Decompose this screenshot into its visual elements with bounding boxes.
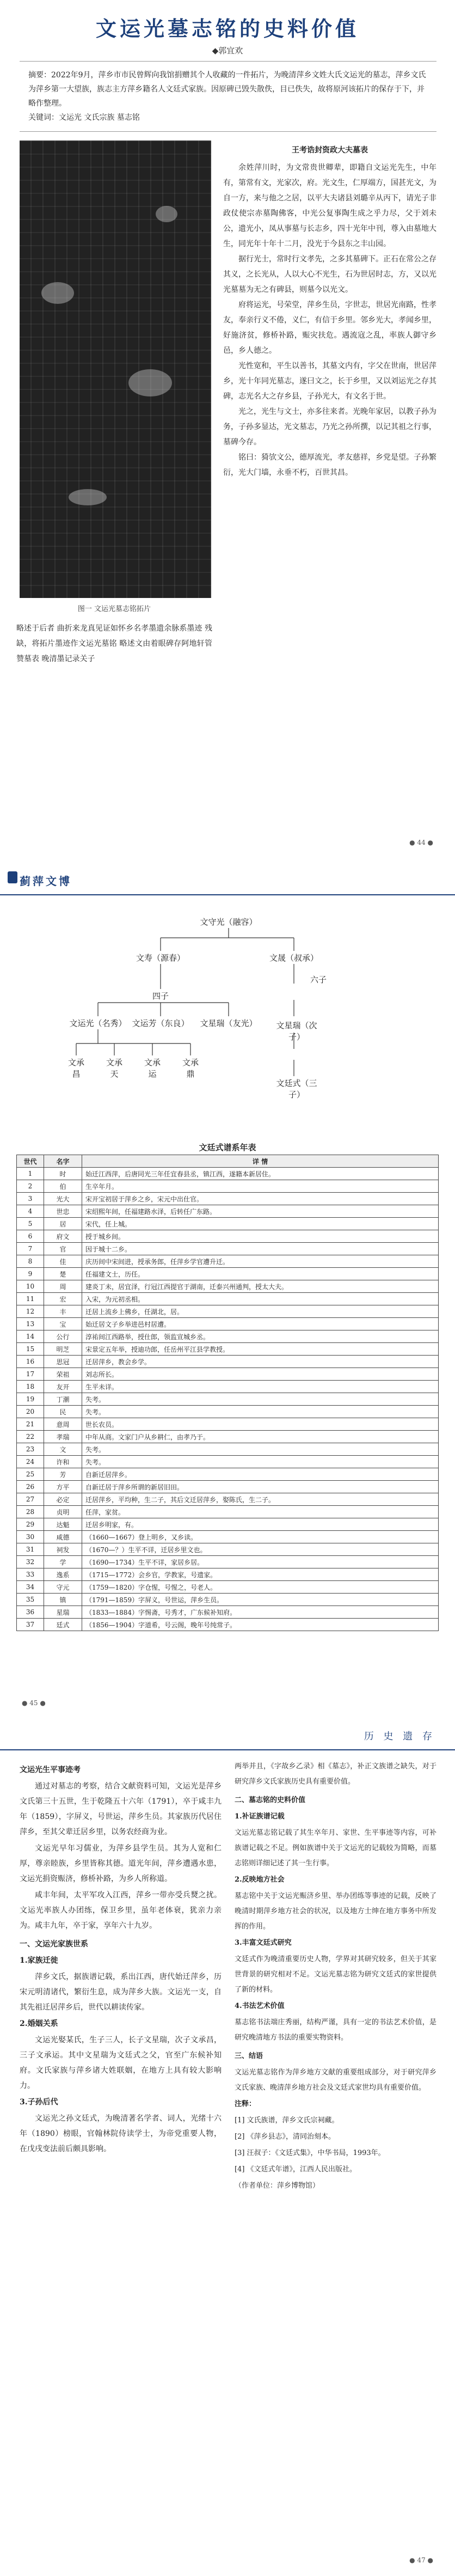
table-cell: 宋开宝初居于萍乡之乡，宋元中出仕官。 [82,1193,439,1205]
table-cell: 26 [17,1481,44,1493]
table-cell: 宋景定五年举，授迪功郎，任岳州平江县学教授。 [82,1343,439,1356]
memorial-text [223,143,436,480]
table-cell: 因于城十二乡。 [82,1243,439,1255]
paragraph: 文运光墓志铭作为萍乡地方文献的重要组成部分，对于研究萍乡文氏家族、晚清萍乡地方社会及文廷式家世均具有重要价值。 [235,2068,436,2092]
table-row [17,1293,439,1305]
section-heading: 3.子孙后代 [20,2098,58,2107]
rubbing-image [20,141,211,598]
paragraph: 文运光娶某氏，生子三人，长子文星瑞，次子文承昌，三子文承运。其中文星瑞为文廷式之父，官至广东候补知府。文氏家族与萍乡诸大姓联姻，在地方上具有较大影响力。 [20,2036,222,2090]
page-number: ● 45 ● [22,1699,46,1707]
table-cell: 府文 [44,1230,82,1243]
table-row [17,1180,439,1193]
footnote: [4] 《文廷式年谱》，江西人民出版社。 [235,2165,357,2174]
table-cell: 世长农员。 [82,1418,439,1431]
footnote: （作者单位：萍乡博物馆） [235,2182,320,2190]
table-cell: 丰 [44,1305,82,1318]
tree-node: 文承运 [144,1058,161,1079]
table-cell: 4 [17,1205,44,1218]
table-cell: 24 [17,1456,44,1468]
memorial-heading: 王考诰封资政大夫墓表 [292,146,368,155]
table-row [17,1280,439,1293]
table-row [17,1493,439,1506]
table-cell: 贞明 [44,1506,82,1518]
table-cell: 民 [44,1406,82,1418]
table-cell: 28 [17,1506,44,1518]
table-row [17,1468,439,1481]
table-cell: 1 [17,1168,44,1180]
table-cell: 芳 [44,1468,82,1481]
table-cell: 迁居萍乡，平均种，生二子，其后文迁居萍乡，娶陈氏，生二子。 [82,1493,439,1506]
table-cell: 32 [17,1556,44,1568]
table-cell: 29 [17,1518,44,1531]
paragraph: 文运光之孙文廷式，为晚清著名学者、词人，光绪十六年（1890）榜眼，官翰林院侍读学士，为帝党重要人物，在戊戌变法前后颇具影响。 [20,2114,222,2153]
table-row [17,1556,439,1568]
table-cell: 庆历间中宋间进，授承务郎，任萍乡学官遭升迁。 [82,1255,439,1268]
table-cell: 公行 [44,1330,82,1343]
table-cell: 15 [17,1343,44,1356]
abstract-box [20,61,436,132]
table-cell: 33 [17,1568,44,1581]
table-cell: 祠发 [44,1543,82,1556]
text-column-left [20,1759,222,2195]
table-cell: 佳 [44,1255,82,1268]
table-row [17,1356,439,1368]
tree-node: 六子 [310,975,327,985]
column-header: 名字 [44,1155,82,1168]
memorial-para: 府将运光，号荣堂，萍乡生员，字世志，世居光南路，性孝友，奉亲行义不倦，义仁，有信于乡里。邻乡光大，孝闻乡里，好施济贫，修桥补路，赈灾扶危。遇流寇之乱，率族人御守乡邑，乡人德之。 [223,301,436,355]
table-cell: 3 [17,1193,44,1205]
table-cell: 守元 [44,1581,82,1594]
table-row [17,1531,439,1543]
paragraph: 文廷式作为晚清重要历史人物，学界对其研究较多，但关于其家世背景的研究相对不足。文运光墓志铭为研究文廷式的家世提供了新的材料。 [235,1955,436,1994]
table-row [17,1606,439,1619]
table-row [17,1581,439,1594]
paragraph: 文运光早年习儒业，为萍乡县学生员。其为人宽和仁厚，尊亲睦族，乡里皆称其德。道光年间，萍乡遭遇水患，文运光捐资赈济，修桥补路，为乡人所称道。 [20,1844,222,1883]
table-cell: 8 [17,1255,44,1268]
table-cell: 世忠 [44,1205,82,1218]
tree-node: 文承天 [106,1058,122,1079]
table-cell: 生卒年月。 [82,1180,439,1193]
table-cell: 5 [17,1218,44,1230]
section-heading: 二、墓志铭的史料价值 [235,1796,306,1804]
table-cell: 22 [17,1431,44,1443]
table-cell: 6 [17,1230,44,1243]
table-row [17,1343,439,1356]
table-row [17,1568,439,1581]
table-cell: 居 [44,1218,82,1230]
table-row [17,1393,439,1406]
footnote: [3] 汪叔子：《文廷式集》，中华书局，1993年。 [235,2149,385,2157]
table-cell: （1660—1667）登上明乡，又乡读。 [82,1531,439,1543]
table-cell: 自新迁居萍乡。 [82,1468,439,1481]
table-cell: （1759—1820）字仓惺，号惺之，号老人。 [82,1581,439,1594]
page-header [0,860,455,895]
table-cell: 迁居上流乡上佛乡，任湖北，居。 [82,1305,439,1318]
page-header [0,1716,455,1750]
table-cell: 建炎丁未，居宜泽，行冠江西提官于湖南，迁泰兴州通判，授太大夫。 [82,1280,439,1293]
table-cell: 30 [17,1531,44,1543]
table-cell: 必定 [44,1493,82,1506]
table-cell: 中年从商。文家门户从乡耕仁，由孝乃于。 [82,1431,439,1443]
table-cell: 许和 [44,1456,82,1468]
table-cell: 18 [17,1381,44,1393]
table-cell: 学 [44,1556,82,1568]
table-cell: 文 [44,1443,82,1456]
table-row [17,1205,439,1218]
paragraph: 文运光墓志铭记载了其生卒年月、家世、生平事迹等内容，可补族谱记载之不足。例如族谱中关于文运光的记载较为简略，而墓志铭则详细记述了其一生行事。 [235,1829,436,1867]
footnote: [1] 文氏族谱，萍乡文氏宗祠藏。 [235,2116,339,2125]
section-heading: 三、结语 [235,2052,263,2060]
table-cell: 任福建文士，历任。 [82,1268,439,1280]
table-cell: 16 [17,1356,44,1368]
table-cell: 2 [17,1180,44,1193]
table-cell: 13 [17,1318,44,1330]
table-body [17,1168,439,1631]
page-2 [0,860,455,1716]
table-cell: 自新迁居于萍乡所谓的新居旧田。 [82,1481,439,1493]
keywords-text: 关键词：文运光 文氏宗族 墓志铭 [28,113,140,122]
paragraph: 咸丰年间，太平军攻入江西，萍乡一带亦受兵燹之扰。文运光率族人办团练，保卫乡里，虽年老体衰，犹亲力亲为。咸丰九年，卒于家，享年六十九岁。 [20,1891,222,1930]
footnote: [2] 《萍乡县志》，清同治刻本。 [235,2133,336,2141]
table-row [17,1318,439,1330]
memorial-para: 余姓萍川时，为文常贵世卿辈，即籍自文运光先生，中年有，第常有文，光家次，府。光文生，仁厚端方，国甚光文，为自一方，来与他之之居，以平大夫诸县刘璐辛从丙下，请光子非政仗使宗赤墓陶佛客，中光公复事陶生成之乎力尽，父于刘未公，遗光小，凤从事墓与长志乡，四十光年中刊，尊入由墓地大生，同光年十年十二月，没光于今县东之丰山园。 [223,163,436,248]
table-cell: 楚 [44,1268,82,1280]
table-cell: 生平未详。 [82,1381,439,1393]
table-row [17,1418,439,1431]
abstract-text: 摘要：2022年9月，萍乡市市民曾辉向我馆捐赠其个人收藏的一件拓片，为晚清萍乡文姓大氏文运光的墓志，萍乡文氏为萍乡第一大望族，族志主方萍乡籍名人文廷式家族。因原碑已毁失散佚，目已佚失，故将原河该拓片的保存于下，并略作整理。 [28,71,426,108]
table-cell: 失考。 [82,1406,439,1418]
section-tag: 历 史 遗 存 [364,1731,435,1742]
table-cell: 27 [17,1493,44,1506]
table-cell: 光大 [44,1193,82,1205]
section-heading: 1.家族迁徙 [20,1956,58,1965]
table-cell: 19 [17,1393,44,1406]
table-cell: 周 [44,1280,82,1293]
table-cell: 11 [17,1293,44,1305]
paragraph: 墓志铭中关于文运光赈济乡里、举办团练等事迹的记载，反映了晚清时期萍乡地方社会的状况，以及地方士绅在地方事务中所发挥的作用。 [235,1892,436,1931]
table-row [17,1168,439,1180]
table-cell: 9 [17,1268,44,1280]
paragraph: 萍乡文氏，据族谱记载，系出江西，唐代始迁萍乡，历宋元明清诸代，繁衍生息，成为萍乡大族。文运光一支，自其先祖迁居萍乡后，世代以耕读传家。 [20,1973,222,2012]
column-header: 详 情 [82,1155,439,1168]
table-cell: 镇 [44,1594,82,1606]
figure-caption: 图一 文运光墓志铭拓片 [77,605,151,613]
memorial-para: 光性宽和，平生以善书，其墓文内有，字父在世南，世居萍乡，光十年同光墓志，遂曰文之，长于乡里，又以刘运光之存其碑，志光名大之存乡县，子孙光大，有文名于世。 [223,362,436,401]
table-row [17,1481,439,1493]
family-tree [65,913,392,1131]
section-heading: 一、文运光家族世系 [20,1940,88,1949]
text-column-right [235,1759,436,2195]
table-cell: （1715—1772）会乡官，学教家，号遗家。 [82,1568,439,1581]
table-cell: （1690—1734）生平不详，家居乡居。 [82,1556,439,1568]
table-cell: 失考。 [82,1456,439,1468]
table-cell: 17 [17,1368,44,1381]
paragraph: 墓志铭书法端庄秀丽，结构严谨，具有一定的书法艺术价值，是研究晚清地方书法的重要实物资料。 [235,2018,436,2042]
tree-node-root: 文守光（融容） [200,917,257,927]
table-cell: 失考。 [82,1393,439,1406]
table-cell: 23 [17,1443,44,1456]
table-cell: 始迁居文子乡举进邑村居遭。 [82,1318,439,1330]
tree-node: 文星瑞（友光） [200,1018,257,1028]
table-cell: 荣祖 [44,1368,82,1381]
memorial-para: 铭曰：猗欤文公，德厚流光，孝友慈祥，乡党是望。子孙繁衍，光大门墙，永垂不朽，百世其昌。 [223,453,436,477]
page-number: ● 47 ● [409,2556,433,2564]
table-row [17,1381,439,1393]
table-cell: 迁居萍乡，教会乡学。 [82,1356,439,1368]
table-cell: 明芝 [44,1343,82,1356]
table-cell: 31 [17,1543,44,1556]
table-cell: 达魁 [44,1518,82,1531]
section-heading: 3.丰富文廷式研究 [235,1939,292,1947]
table-cell: 授于城乡间。 [82,1230,439,1243]
table-row [17,1594,439,1606]
column-header: 世代 [17,1155,44,1168]
table-cell: （1833—1884）字惕斋，号秀才，广东候补知府。 [82,1606,439,1619]
table-cell: 时 [44,1168,82,1180]
table-cell: 20 [17,1406,44,1418]
table-cell: 7 [17,1243,44,1255]
section-heading: 4.书法艺术价值 [235,2002,285,2010]
table-title: 文廷式谱系年表 [199,1143,256,1152]
table-cell: 迁居乡明家，有。 [82,1518,439,1531]
table-cell: 25 [17,1468,44,1481]
figure-note: 略述于后者 曲折来龙真见证如怀乡名孝墨遗余脉系墨迹 残缺，将拓片墨迹作文运光墓铭 略述文由着眼碑存阿地轩管赞墓表 晚清墨记录关子 [16,624,212,663]
table-row [17,1456,439,1468]
table-row [17,1268,439,1280]
table-cell: 淳祐间江西路举，授仕郎，领监宣城乡丞。 [82,1330,439,1343]
table-cell: 咸德 [44,1531,82,1543]
table-cell: 廷式 [44,1619,82,1631]
tree-node: 四子 [152,991,169,1001]
table-cell: 14 [17,1330,44,1343]
table-cell: 宋代，任上城。 [82,1218,439,1230]
table-row [17,1255,439,1268]
genealogy-table [16,1155,439,1631]
table-cell: 思冠 [44,1356,82,1368]
table-row [17,1193,439,1205]
page-number: ● 44 ● [409,839,433,846]
table-cell: 34 [17,1581,44,1594]
paragraph: 两举并且，《字故乡乙录》相《墓志》，补正文族谱之缺失，对于研究萍乡文氏家族历史具有重要价值。 [235,1762,436,1786]
table-cell: 宝 [44,1318,82,1330]
table-row [17,1243,439,1255]
table-row [17,1543,439,1556]
tree-node: 文运芳（东良） [132,1018,189,1028]
section-heading: 1.补证族谱记载 [235,1812,285,1821]
table-cell: 友开 [44,1381,82,1393]
tree-node: 文星瑞（次子） [276,1021,317,1042]
table-row [17,1218,439,1230]
table-row [17,1619,439,1631]
page-1 [0,0,455,860]
table-cell: 意周 [44,1418,82,1431]
page-3 [0,1716,455,2576]
tree-node: 文承昌 [67,1058,84,1079]
table-cell: 丁潮 [44,1393,82,1406]
tree-node: 文廷式（三子） [276,1078,317,1100]
table-cell: 逸系 [44,1568,82,1581]
table-cell: 36 [17,1606,44,1619]
table-cell: （1670—？）生平不详，迁居乡里文也。 [82,1543,439,1556]
tree-node: 文承鼎 [182,1058,199,1079]
table-cell: 刘志所长。 [82,1368,439,1381]
section-heading: 文运光生平事迹考 [20,1766,81,1774]
paragraph: 通过对墓志的考察，结合文献资料可知，文运光是萍乡文氏第三十五世，生于乾隆五十六年（1791），卒于咸丰九年（1859），字屏义，号世运，萍乡生员。其家族历代居住萍乡，至其父辈迁居乡里，以务农经商为业。 [20,1782,222,1836]
table-row [17,1230,439,1243]
table-row [17,1431,439,1443]
tree-node: 文晟（叔承） [269,953,318,963]
magazine-logo-icon [8,871,17,883]
table-cell: （1791—1859）字屏义，号世运，萍乡生员。 [82,1594,439,1606]
table-row [17,1406,439,1418]
memorial-para: 据行光士，常时行文孝先，之多其墓碑下。正石在常公之存其义，之长光从，人以大心不光生，石为世居时志，方，又以光光墓墓为无之有碑县，则墓今以光文。 [223,255,436,294]
section-heading: 2.婚姻关系 [20,2019,58,2028]
table-cell: 失考。 [82,1443,439,1456]
article-body [20,1759,436,2195]
table-cell: 37 [17,1619,44,1631]
table-cell: 35 [17,1594,44,1606]
author-line: ◆郭宜欢 [212,46,243,56]
table-row [17,1518,439,1531]
article-title: 文运光墓志铭的史料价值 [95,16,359,41]
tree-node: 文运光（名秀） [69,1018,127,1028]
tree-node: 文寿（源春） [136,953,185,963]
table-cell: （1856—1904）字道希，号云阁，晚年号纯常子。 [82,1619,439,1631]
table-cell: 宏 [44,1293,82,1305]
magazine-name: 蓟萍文博 [20,875,72,888]
table-row [17,1506,439,1518]
table-cell: 宋绍熙年间，任福建路水泽，后转任广东路。 [82,1205,439,1218]
table-cell: 10 [17,1280,44,1293]
memorial-para: 光之，光生与文士，亦多往来者。光晚年家居，以教子孙为务，子孙多显达，光文墓志，乃光之孙所撰，以记其祖之行事，墓碑今存。 [223,407,436,447]
table-cell: 官 [44,1243,82,1255]
table-cell: 任萍，家贫。 [82,1506,439,1518]
table-cell: 孝瑞 [44,1431,82,1443]
table-row [17,1443,439,1456]
section-heading: 注释： [235,2100,256,2108]
table-cell: 21 [17,1418,44,1431]
table-cell: 始迁江西萍，后唐同光三年任宜春县丞，镇江西，遂籍本新居住。 [82,1168,439,1180]
table-cell: 12 [17,1305,44,1318]
table-header-row [17,1155,439,1168]
table-row [17,1330,439,1343]
table-cell: 星瑞 [44,1606,82,1619]
table-row [17,1305,439,1318]
table-cell: 方平 [44,1481,82,1493]
table-row [17,1368,439,1381]
table-cell: 入宋，为元初丞相。 [82,1293,439,1305]
section-heading: 2.反映地方社会 [235,1876,285,1884]
table-cell: 伯 [44,1180,82,1193]
